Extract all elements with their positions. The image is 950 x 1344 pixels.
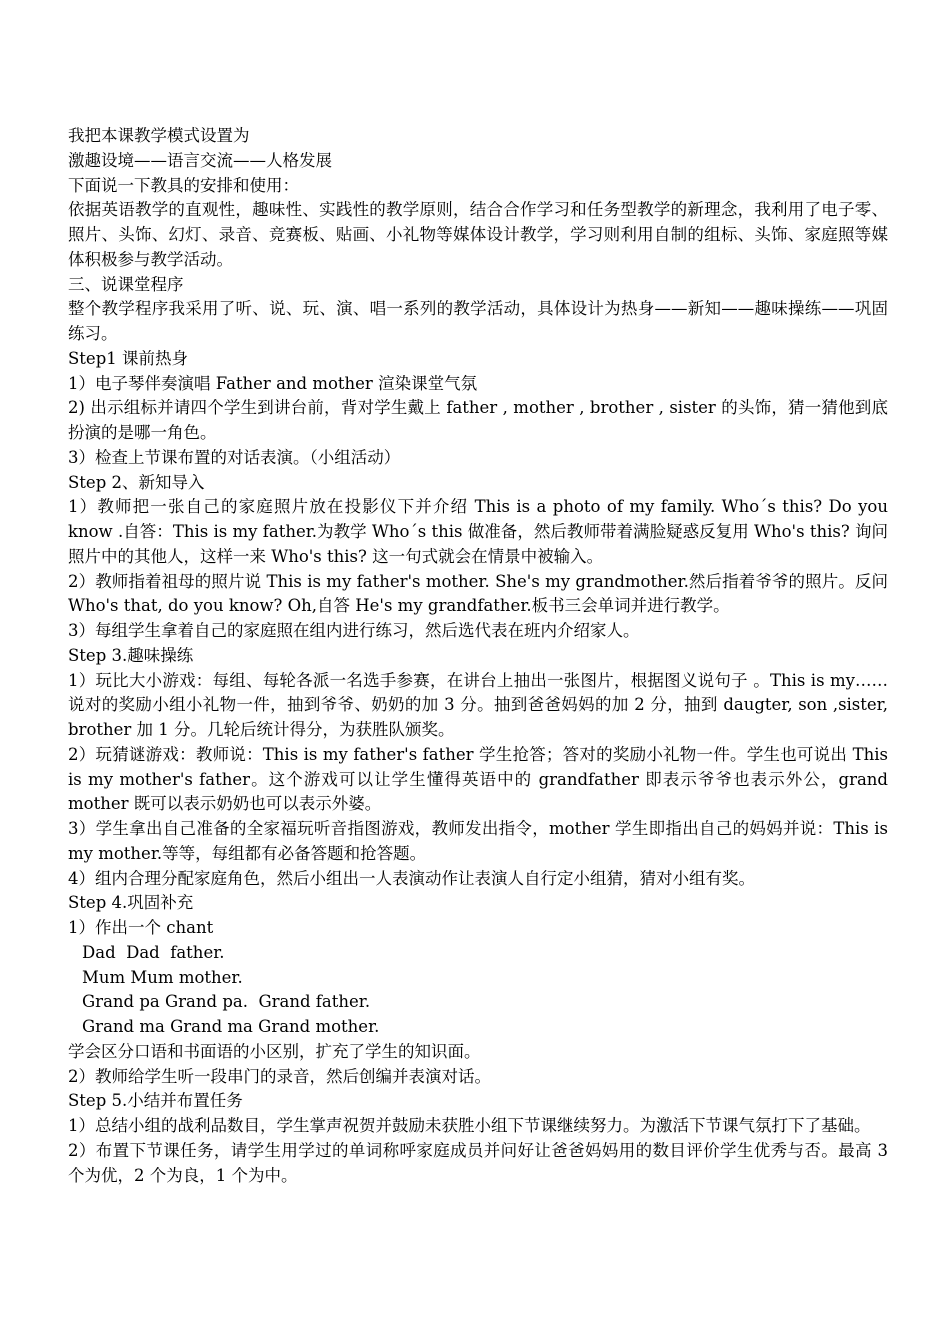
text-line: 2）教师给学生听一段串门的录音，然后创编并表演对话。	[68, 1066, 491, 1086]
text-line: 我把本课教学模式设置为	[68, 126, 250, 145]
text-line: 激趣设境——语言交流——人格发展	[68, 150, 332, 170]
paragraph: 整个教学程序我采用了听、说、玩、演、唱一系列的教学活动，具体设计为热身——新知——趣味操练——巩固练习。	[68, 299, 888, 343]
text-line: Step 3.趣味操练	[68, 645, 194, 665]
chant-line: Mum Mum mother.	[82, 967, 243, 987]
text-line: 下面说一下教具的安排和使用：	[68, 175, 299, 195]
paragraph: 2）布置下节课任务，请学生用学过的单词称呼家庭成员并问好让爸爸妈妈用的数目评价学生优秀与否。最高 3 个为优，2 个为良，1 个为中。	[68, 1140, 888, 1185]
paragraph: 1）教师把一张自己的家庭照片放在投影仪下并介绍 This is a photo of my family. Who´s this? Do you know .自答：This is my father.为教学 Who´s this 做准备，然后教师带着满脸疑惑反复用 Who's this? 询问照片中的其他人，这样一来 Who's this? 这一句式就会在情景中被输入。	[68, 497, 888, 566]
document-page	[68, 124, 888, 1188]
paragraph: 1）玩比大小游戏：每组、每轮各派一名选手参赛，在讲台上抽出一张图片，根据图义说句子 。This is my……说对的奖励小组小礼物一件，抽到爷爷、奶奶的加 3 分。抽到爸爸妈妈的加 2 分，抽到 daugter, son ,sister, brother 加 1 分。几轮后统计得分，为获胜队颁奖。	[68, 670, 888, 739]
text-line: 4）组内合理分配家庭角色，然后小组出一人表演动作让表演人自行定小组猜，猜对小组有奖。	[68, 868, 755, 888]
text-line: Step 4.巩固补充	[68, 893, 194, 913]
text-line: 3）检查上节课布置的对话表演。（小组活动）	[68, 447, 401, 467]
text-line: 1）电子琴伴奏演唱 Father and mother 渲染课堂气氛	[68, 373, 478, 393]
text-line: Step 2、新知导入	[68, 472, 205, 492]
text-line: 三、说课堂程序	[68, 274, 184, 294]
paragraph: 2）玩猜谜游戏：教师说：This is my father's father 学生抢答；答对的奖励小礼物一件。学生也可说出 This is my mother's father。这个游戏可以让学生懂得英语中的 grandfather 即表示爷爷也表示外公，grand mother 既可以表示奶奶也可以表示外婆。	[68, 744, 888, 814]
text-line: 学会区分口语和书面语的小区别，扩充了学生的知识面。	[68, 1041, 481, 1061]
text-line: 3）每组学生拿着自己的家庭照在组内进行练习，然后选代表在班内介绍家人。	[68, 621, 640, 640]
paragraph: 1）总结小组的战利品数目，学生掌声祝贺并鼓励未获胜小组下节课继续努力。为激活下节课气氛打下了基础。	[68, 1116, 871, 1135]
text-line: Step1 课前热身	[68, 348, 189, 368]
paragraph: 依据英语教学的直观性，趣味性、实践性的教学原则，结合合作学习和任务型教学的新理念，我利用了电子零、照片、头饰、幻灯、录音、竞赛板、贴画、小礼物等媒体设计教学，学习则利用自制的组标、头饰、家庭照等媒体积极参与教学活动。	[68, 200, 888, 269]
chant-line: Grand pa Grand pa. Grand father.	[82, 992, 371, 1012]
paragraph: 2) 出示组标并请四个学生到讲台前，背对学生戴上 father , mother , brother , sister 的头饰，猜一猜他到底扮演的是哪一角色。	[68, 398, 888, 442]
paragraph: 2）教师指着祖母的照片说 This is my father's mother. She's my grandmother.然后指着爷爷的照片。反问 Who's that, do you know? Oh,自答 He's my grandfather.板书三会单词并进行教学。	[68, 571, 888, 616]
chant-line: Dad Dad father.	[82, 942, 225, 962]
paragraph: 3）学生拿出自己准备的全家福玩听音指图游戏，教师发出指令，mother 学生即指出自己的妈妈并说：This is my mother.等等，每组都有必备答题和抢答题。	[68, 819, 888, 863]
chant-line: Grand ma Grand ma Grand mother.	[82, 1017, 380, 1036]
text-line: Step 5.小结并布置任务	[68, 1091, 243, 1111]
text-line: 1）作出一个 chant	[68, 918, 214, 937]
